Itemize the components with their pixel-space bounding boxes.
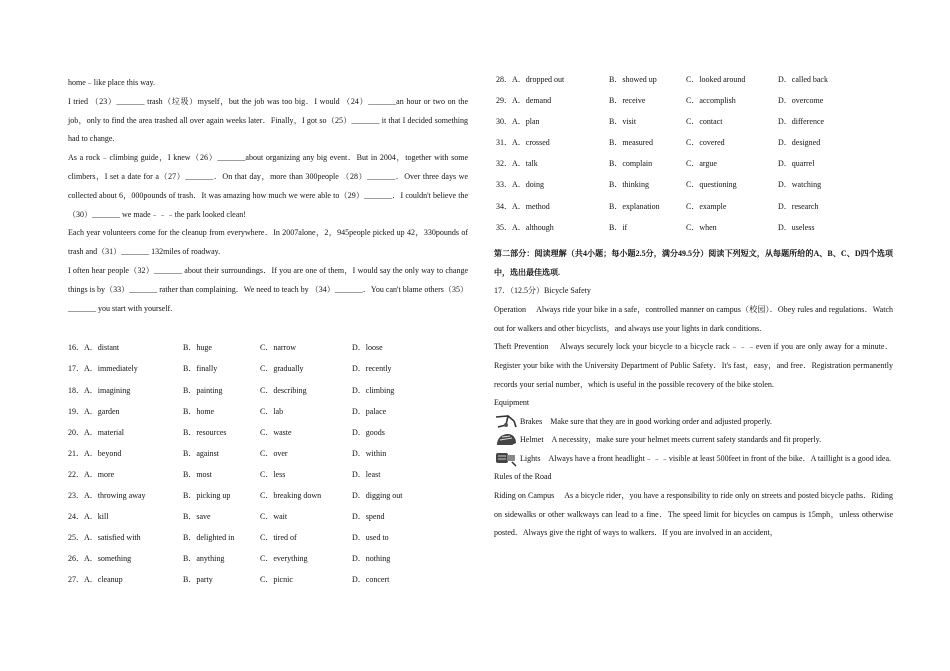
helmet-text: Helmet A necessity，make sure your helmet meets current safety standards and fit properly. — [520, 435, 822, 445]
option-b: B．most — [183, 469, 212, 479]
option-c: C．gradually — [260, 364, 304, 374]
option-a: 31．A．crossed — [496, 138, 550, 148]
option-a: 20．A．material — [68, 427, 124, 437]
option-a: 28．A．dropped out — [496, 75, 565, 84]
riding-on-campus-paragraph: Riding on Campus As a bicycle rider，you have a responsibility to ride only on streets and posted bicycle paths．Riding on sidewalks or other walkways can lead to a fine．The speed limit for bicycles on campus is 15mph，unless otherwise posted．Always give the right of ways to walkers．If you are involved in an accident， — [494, 491, 893, 538]
question-title: 17．（12.5分）Bicycle Safety — [494, 286, 591, 296]
equipment-label: Equipment — [494, 398, 530, 408]
option-c: C．looked around — [686, 75, 746, 84]
option-d: D．spend — [352, 512, 385, 522]
option-d: D．used to — [352, 533, 389, 543]
option-c: C．when — [686, 222, 717, 232]
option-row — [68, 427, 468, 448]
option-d: D．loose — [352, 343, 383, 353]
right-options-list — [494, 74, 893, 243]
helmet-item — [494, 431, 893, 450]
option-row — [68, 553, 468, 574]
option-a: 17．A．immediately — [68, 364, 138, 374]
option-b: B．delighted in — [183, 533, 235, 543]
option-c: C．questioning — [686, 180, 737, 190]
passage-paragraph: I tried （23）_______ trash（垃圾）myself，but the job was too big．I would （24）_______an hour or two on the job，only to find the area trashed all over again weeks later．Finally，I got so（25）_______ it that I decided something had to change. — [68, 96, 468, 144]
passage-paragraph: home﹣like place this way. — [68, 78, 156, 87]
right-column — [494, 74, 893, 543]
brakes-text: Brakes Make sure that they are in good working order and adjusted properly. — [520, 416, 772, 426]
option-row — [494, 116, 893, 137]
option-row — [68, 385, 468, 406]
option-row — [494, 222, 893, 243]
option-c: C．narrow — [260, 343, 296, 353]
option-c: C．describing — [260, 385, 307, 395]
option-b: B．showed up — [609, 75, 657, 84]
option-c: C．lab — [260, 406, 284, 416]
option-b: B．finally — [183, 364, 218, 374]
option-row — [68, 532, 468, 553]
option-c: C．accomplish — [686, 96, 736, 106]
option-a: 25．A．satisfied with — [68, 533, 141, 543]
option-row — [68, 448, 468, 469]
option-c: C．example — [686, 201, 727, 211]
option-row — [494, 201, 893, 222]
option-b: B．against — [183, 448, 219, 458]
option-c: C．covered — [686, 138, 725, 148]
option-b: B．anything — [183, 554, 225, 564]
option-b: B．explanation — [609, 201, 660, 211]
option-b: B．measured — [609, 138, 653, 148]
option-b: B．party — [183, 575, 213, 585]
option-row — [68, 469, 468, 490]
option-d: D．climbing — [352, 385, 395, 395]
option-d: D．designed — [778, 138, 821, 148]
passage-paragraph: As a rock﹣climbing guide，I knew（26）_______about organizing any big event．But in 2004，together with some climbers，I set a date for a（27）_______．On that day，more than 300people （28）_______．Over three days we collected about 6，000pounds of trash．It was amazing how much we were able to（29）_______．I couldn't believe the（30）_______ we made﹣﹣﹣the park looked clean! — [68, 153, 468, 219]
option-row — [68, 342, 468, 363]
option-d: D．goods — [352, 427, 385, 437]
lights-text: Lights Always have a front headlight﹣﹣﹣visible at least 500feet in front of the bike．A taillight is a good idea. — [520, 453, 892, 463]
option-a: 30．A．plan — [496, 117, 540, 127]
lights-item — [494, 450, 893, 469]
option-c: C．wait — [260, 512, 288, 522]
option-a: 16．A．distant — [68, 343, 120, 353]
option-row — [68, 574, 468, 595]
option-row — [494, 158, 893, 179]
left-column — [68, 74, 468, 595]
option-d: D．palace — [352, 406, 387, 416]
option-d: D．digging out — [352, 491, 403, 501]
option-d: D．difference — [778, 117, 825, 127]
option-row — [494, 179, 893, 200]
option-c: C．waste — [260, 427, 292, 437]
option-d: D．overcome — [778, 96, 824, 106]
rules-of-the-road-label: Rules of the Road — [494, 472, 552, 482]
theft-prevention-paragraph: Theft Prevention Always securely lock your bicycle to a bicycle rack﹣﹣﹣even if you are only away for a minute．Register your bike with the University Department of Public Safety．It's fast，easy，and free．Registration permanently records your serial number，which is useful in the possible recovery of the bike stolen. — [494, 342, 893, 389]
option-b: B．visit — [609, 117, 637, 127]
option-row — [68, 511, 468, 532]
option-b: B．save — [183, 512, 211, 522]
option-c: C．over — [260, 448, 288, 458]
option-b: B．huge — [183, 343, 212, 353]
option-d: D．quarrel — [778, 159, 815, 169]
option-b: B．home — [183, 406, 215, 416]
option-c: C．everything — [260, 554, 308, 564]
option-d: D．recently — [352, 364, 392, 374]
option-a: 19．A．garden — [68, 406, 120, 416]
option-row — [68, 406, 468, 427]
option-a: 33．A．doing — [496, 180, 544, 190]
option-a: 34．A．method — [496, 201, 550, 211]
operation-paragraph: Operation Always ride your bike in a safe，controlled manner on campus（校园）．Obey rules and regulations．Watch out for walkers and other bicyclists，and always use your lights in dark conditions. — [494, 305, 893, 333]
option-b: B．if — [609, 222, 628, 232]
option-row — [68, 363, 468, 384]
option-b: B．thinking — [609, 180, 650, 190]
option-row — [494, 74, 893, 95]
passage-paragraph: I often hear people（32）_______ about their surroundings．If you are one of them，I would say the only way to change things is by（33）_______ rather than complaining．We need to teach by （34）_______．You can't blame others（35）_______ you start with yourself. — [68, 265, 468, 313]
brakes-item — [494, 413, 893, 432]
option-a: 29．A．demand — [496, 96, 552, 106]
option-b: B．complain — [609, 159, 653, 169]
option-row — [494, 95, 893, 116]
option-a: 27．A．cleanup — [68, 575, 123, 585]
section-heading: 第二部分：阅读理解（共4小题；每小题2.5分，满分49.5分）阅读下列短文，从每题所给的A、B、C、D四个选项中，选出最佳选项. — [494, 248, 893, 277]
passage-paragraph: Each year volunteers come for the cleanup from everywhere．In 2007alone，2，945people picked up 42，330pounds of trash and（31）_______ 132miles of roadway. — [68, 228, 468, 257]
option-a: 18．A．imagining — [68, 385, 131, 395]
option-d: D．concert — [352, 575, 390, 585]
option-d: D．research — [778, 201, 819, 211]
option-c: C．picnic — [260, 575, 293, 585]
reading-passage — [494, 301, 893, 543]
option-a: 26．A．something — [68, 554, 132, 564]
option-a: 35．A．although — [496, 222, 554, 232]
option-row — [494, 137, 893, 158]
option-c: C．less — [260, 469, 286, 479]
option-c: C．contact — [686, 117, 723, 127]
option-row — [68, 490, 468, 511]
helmet-icon — [494, 432, 518, 450]
option-d: D．within — [352, 448, 387, 458]
option-a: 23．A．throwing away — [68, 491, 146, 501]
option-d: D．nothing — [352, 554, 391, 564]
option-c: C．tired of — [260, 533, 297, 543]
bike-light-icon — [494, 450, 518, 468]
option-d: D．useless — [778, 222, 815, 232]
option-a: 24．A．kill — [68, 512, 109, 522]
option-d: D．least — [352, 469, 381, 479]
option-b: B．picking up — [183, 491, 231, 501]
option-b: B．painting — [183, 385, 223, 395]
option-b: B．resources — [183, 427, 227, 437]
option-c: C．breaking down — [260, 491, 322, 501]
option-a: 21．A．beyond — [68, 448, 122, 458]
option-d: D．called back — [778, 75, 828, 84]
option-a: 22．A．more — [68, 469, 115, 479]
left-options-list — [68, 342, 468, 595]
option-d: D．watching — [778, 180, 822, 190]
option-b: B．receive — [609, 96, 646, 106]
option-a: 32．A．talk — [496, 159, 538, 169]
option-c: C．argue — [686, 159, 717, 169]
brakes-icon — [494, 413, 518, 431]
